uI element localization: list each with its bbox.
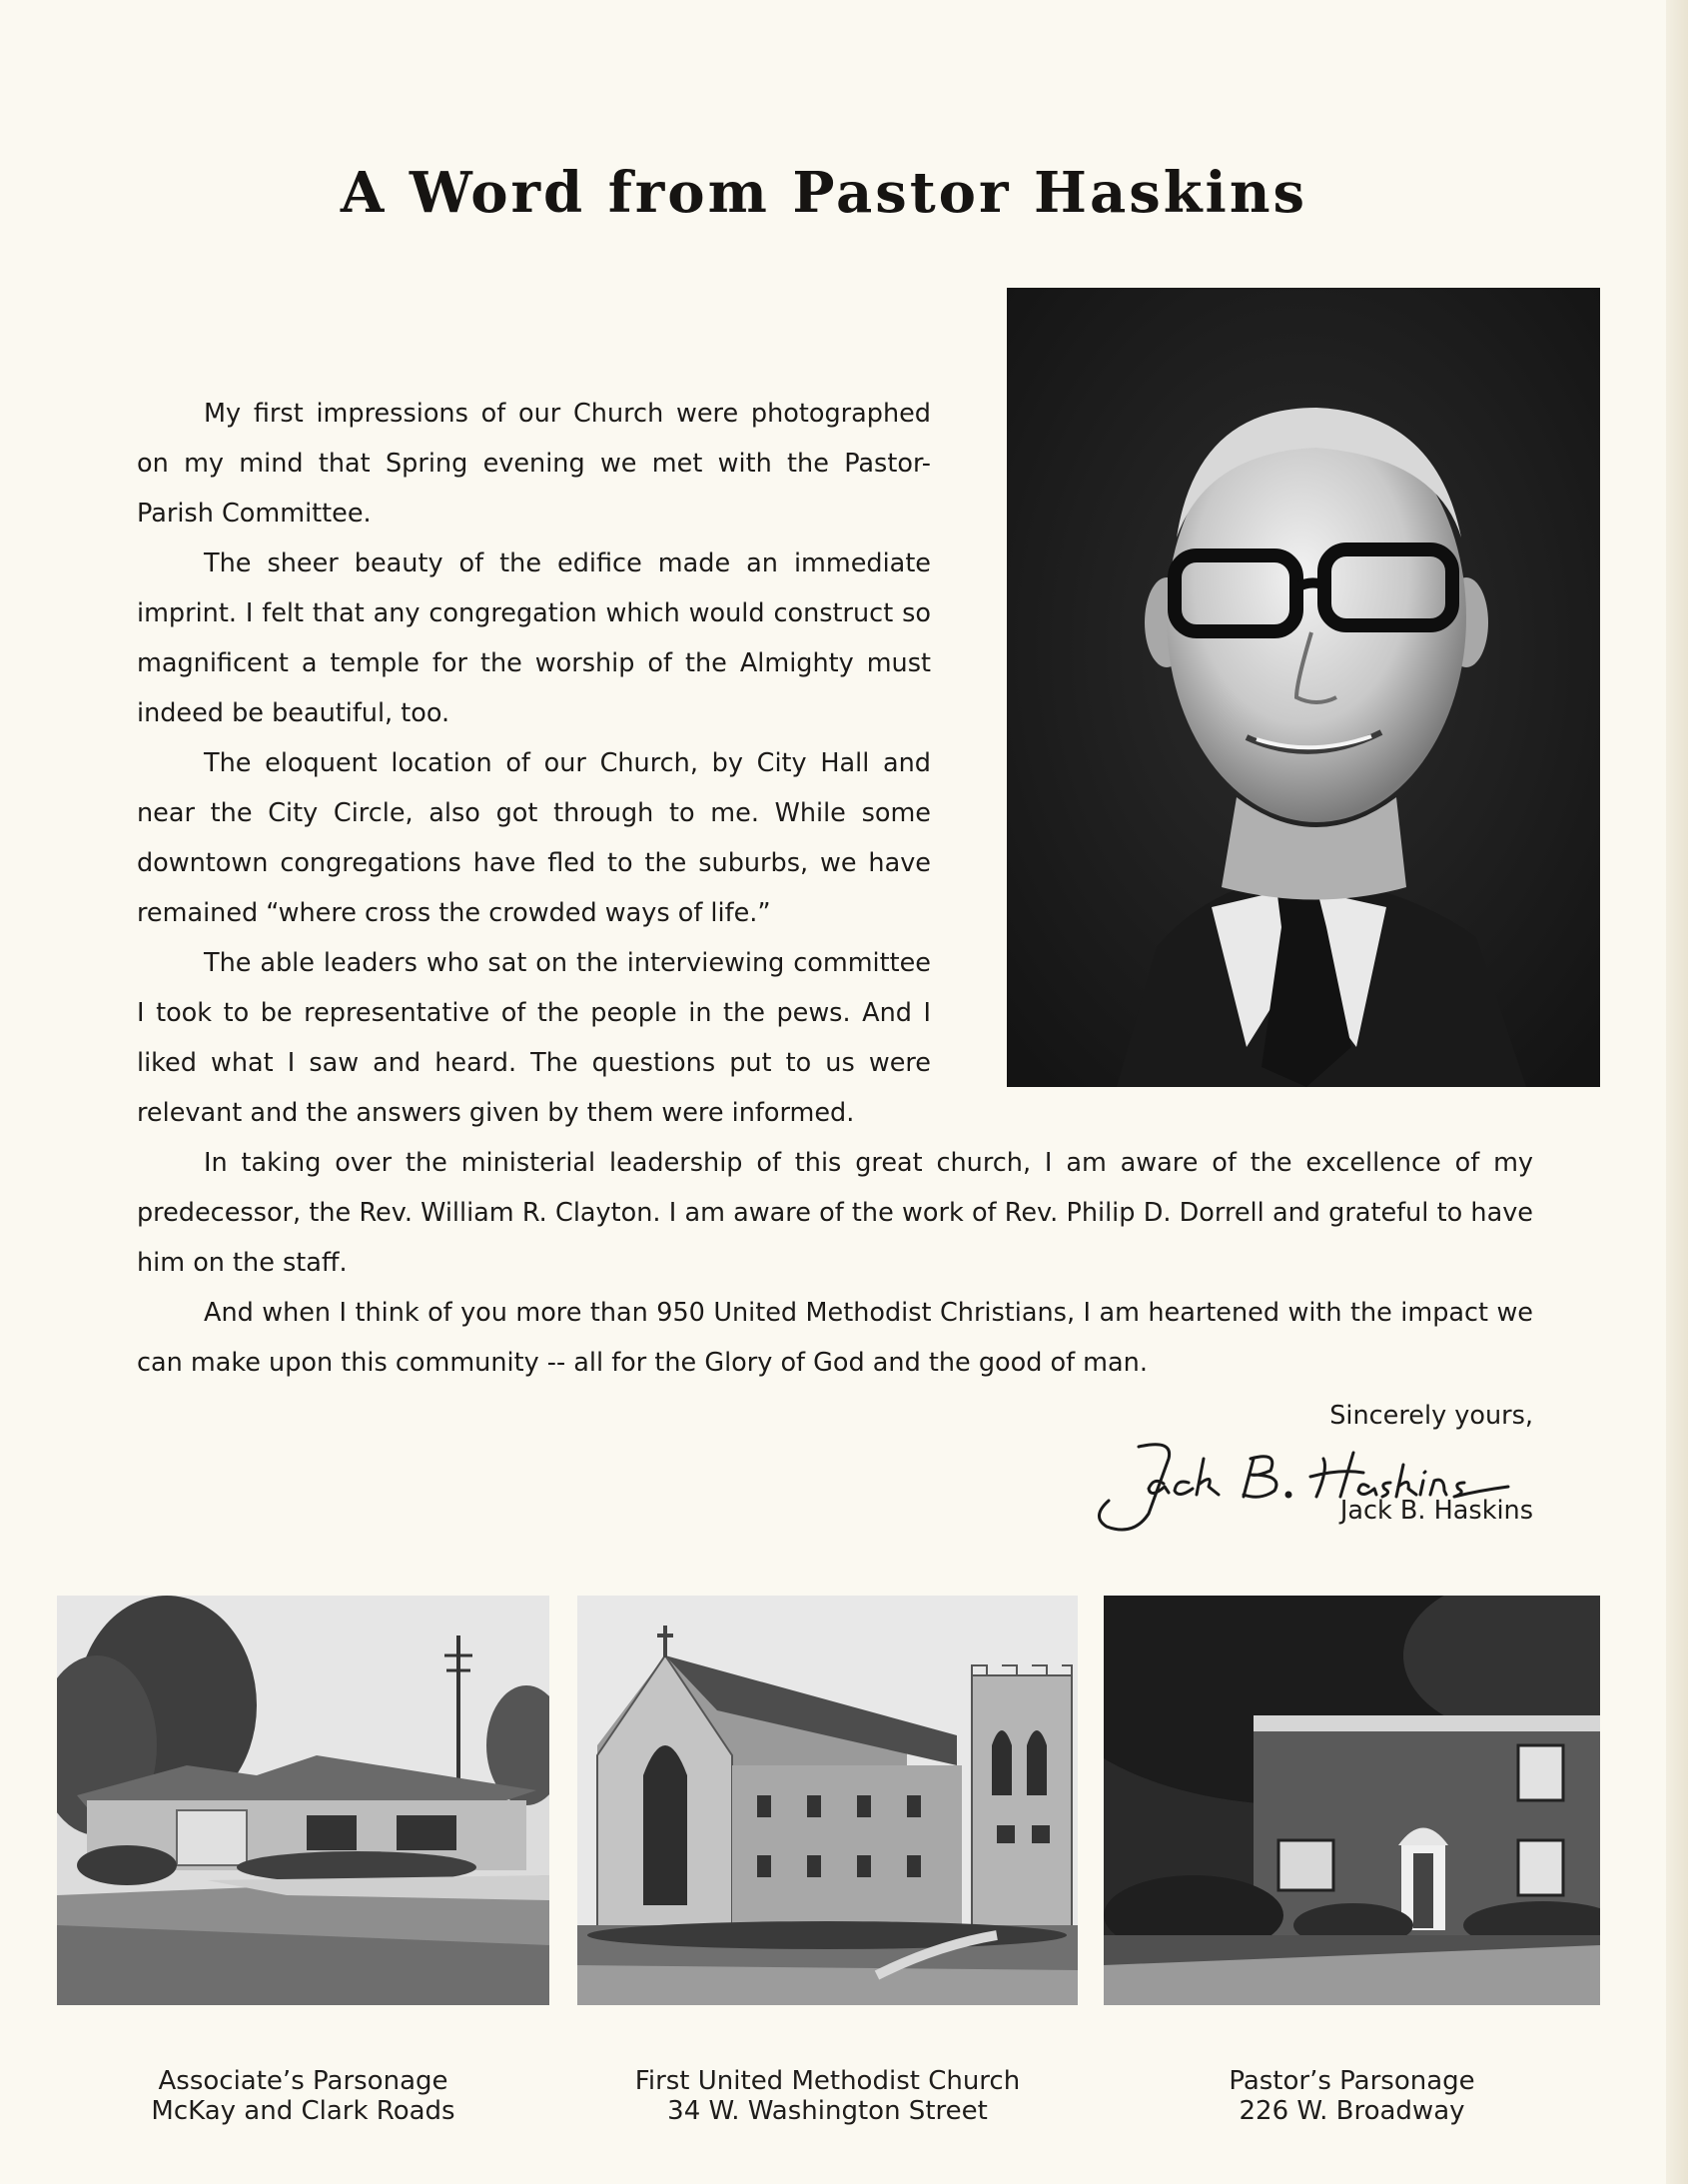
page-title: A Word from Pastor Haskins [340,160,1308,226]
caption-pastors-parsonage [1104,2066,1600,2126]
associates-parsonage-photo [57,1596,549,2005]
caption-associates-parsonage [57,2066,549,2126]
letter-paragraph-5: In taking over the ministerial leadership of this great church, I am aware of the excellence of my predecessor, the Rev. William R. Clayton. I am aware of the work of Rev. Philip D. Dorrell and grateful to have him on the staff. [137,1148,1533,1278]
letter-paragraph-3: The eloquent location of our Church, by City Hall and near the City Circle, also got through to me. While some downtown congregations have fled to the suburbs, we have remained “where cross the crowded ways of life.” [137,748,931,928]
letter-paragraph-1: My first impressions of our Church were photographed on my mind that Spring evening we met with the Pastor-Parish Committee. [137,399,931,529]
letter-paragraph-6: And when I think of you more than 950 United Methodist Christians, I am heartened with the impact we can make upon this community -- all for the Glory of God and the good of man. [137,1298,1533,1378]
pastors-parsonage-photo [1104,1596,1600,2005]
church-photo [577,1596,1078,2005]
page-edge [1666,0,1688,2184]
signer-name: Jack B. Haskins [1339,1496,1533,1526]
letter-paragraph-4: The able leaders who sat on the interviewing committee I took to be representative of the people in the pews. And I liked what I saw and heard. The questions put to us were relevant and the answers given by them were informed. [137,948,931,1128]
caption-line: Associate’s Parsonage [158,2066,448,2096]
letter-closing: Sincerely yours, [1329,1401,1533,1431]
caption-line: 34 W. Washington Street [667,2096,988,2126]
caption-line: Pastor’s Parsonage [1229,2066,1475,2096]
caption-line: McKay and Clark Roads [151,2096,455,2126]
caption-church [577,2066,1078,2126]
letter-body [137,389,1533,1388]
caption-line: First United Methodist Church [634,2066,1021,2096]
caption-line: 226 W. Broadway [1239,2096,1465,2126]
letter-paragraph-2: The sheer beauty of the edifice made an immediate imprint. I felt that any congregation which would construct so magnificent a temple for the worship of the Almighty must indeed be beautiful, too. [137,548,931,728]
